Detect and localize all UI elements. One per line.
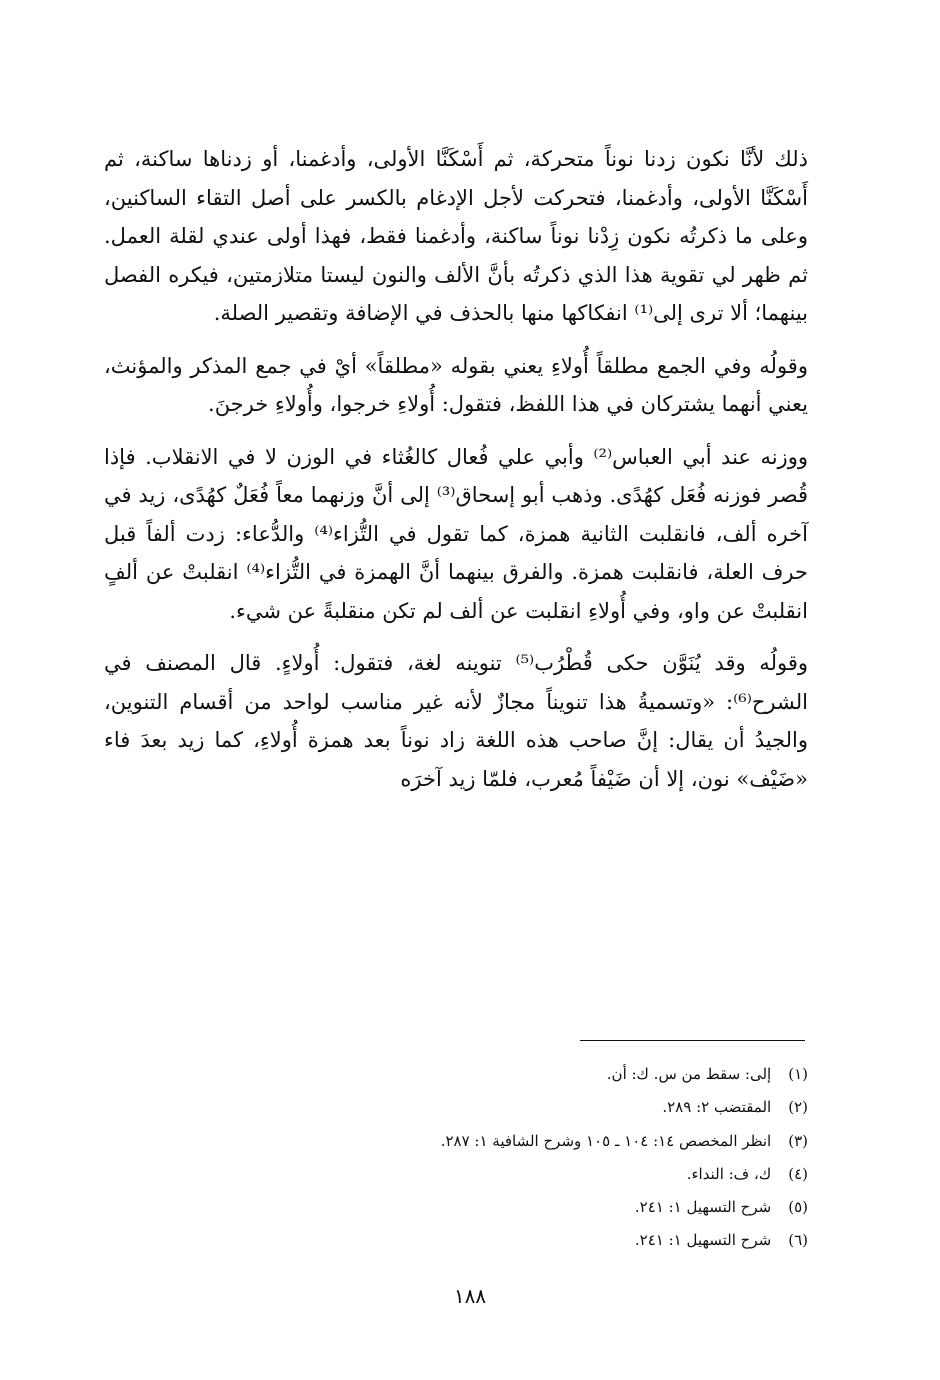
footnote-number: (١) — [788, 1065, 808, 1083]
footnote-2 — [104, 1091, 808, 1124]
footnote-text: إلى: سقط من س. ك: أن. — [606, 1065, 772, 1083]
page-number: ١٨٨ — [453, 1284, 487, 1308]
footnote-4 — [104, 1158, 808, 1191]
footnote-separator — [580, 1040, 805, 1041]
footnote-5 — [104, 1191, 808, 1224]
footnote-text: شرح التسهيل ١: ٢٤١. — [634, 1198, 772, 1217]
footnote-text: ك، ف: النداء. — [686, 1164, 772, 1183]
footnote-3 — [104, 1125, 808, 1158]
footnote-text: انظر المخصص ١٤: ١٠٤ ـ ١٠٥ وشرح الشافية ١: ٢٨٧. — [440, 1131, 772, 1150]
main-text — [104, 140, 808, 812]
footnote-number: (٣) — [788, 1131, 808, 1150]
footnote-text: شرح التسهيل ١: ٢٤١. — [634, 1231, 772, 1250]
paragraph-4: وقولُه وقد يُنَوَّن حكى قُطْرُب⁽⁵⁾ تنوينه لغة، فتقول: أُولاءٍ. قال المصنف في الشرح⁽⁶⁾: «وتسميةُ هذا تنويناً مجازٌ لأنه غير مناسب لواحد من أقسام التنوين، والجيدُ أن يقال: إنَّ صاحب هذه اللغة زاد نوناً بعد همزة أُولاءِ، كما زيد بعدَ فاء «ضَيْف» نون، إلا أن ضَيْفاً مُعرب، فلمّا زيد آخرَه — [104, 651, 808, 791]
paragraph-2: وقولُه وفي الجمع مطلقاً أُولاءِ يعني بقوله «مطلقاً» أيْ في جمع المذكر والمؤنث، يعني أنهما يشتركان في هذا اللفظ، فتقول: أُولاءِ خرجوا، وأُولاءِ خرجنَ. — [104, 353, 808, 416]
footnote-1 — [104, 1058, 808, 1091]
footnote-number: (٤) — [788, 1164, 808, 1183]
paragraph-1: ذلك لأنَّا نكون زدنا نوناً متحركة، ثم أَسْكَنَّا الأولى، وأدغمنا، أو زدناها ساكنة، ثم أَسْكَنَّا الأولى، وأدغمنا، فتحركت لأجل الإدغام بالكسر على أصل التقاء الساكنين، وعلى ما ذكرتُه نكون زِدْنا نوناً ساكنة، وأدغمنا فقط، فهذا أولى عندي لقلة العمل. ثم ظهر لي تقوية هذا الذي ذكرتُه بأنَّ الألف والنون ليستا متلازمتين، فيكره الفصل بينهما؛ ألا ترى إلى⁽¹⁾ انفكاكها منها بالحذف في الإضافة وتقصير الصلة. — [104, 147, 808, 325]
footnotes-list — [104, 1058, 808, 1258]
footnote-number: (٦) — [788, 1231, 808, 1250]
footnote-text: المقتضب ٢: ٢٨٩. — [662, 1098, 772, 1117]
footnote-number: (٢) — [788, 1098, 808, 1117]
footnote-6 — [104, 1224, 808, 1257]
paragraph-3: ووزنه عند أبي العباس⁽²⁾ وأبي علي فُعال كالغُثاء في الوزن لا في الانقلاب. فإذا قُصر فوزنه فُعَل كهُدًى. وذهب أبو إسحاق⁽³⁾ إلى أنَّ وزنهما معاً فُعَلٌ كهُدًى، زيد في آخره ألف، فانقلبت الثانية همزة، كما تقول في التُّزاء⁽⁴⁾ والدُّعاء: زدت ألفاً قبل حرف العلة، فانقلبت همزة. والفرق بينهما أنَّ الهمزة في التُّزاء⁽⁴⁾ انقلبتْ عن ألفٍ انقلبتْ عن واو، وفي أُولاءِ انقلبت عن ألف لم تكن منقلبةً عن شيء. — [104, 444, 809, 623]
footnote-number: (٥) — [788, 1198, 808, 1217]
